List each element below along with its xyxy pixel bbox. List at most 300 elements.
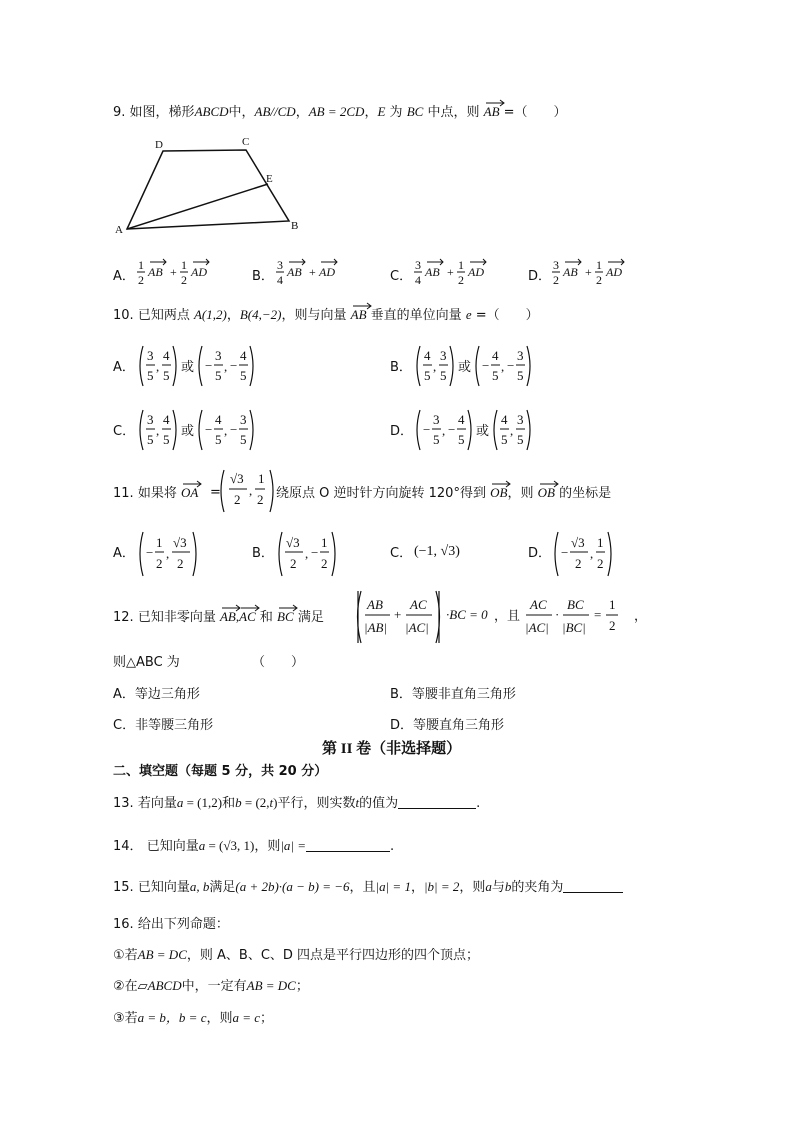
paren-right xyxy=(608,532,611,576)
q14-number: 14． xyxy=(113,839,143,854)
frac-num: 1 xyxy=(156,535,163,550)
q15-text: 的夹角为 xyxy=(511,880,564,895)
q16-item-end: ； xyxy=(260,1011,274,1026)
q11-vector-oa xyxy=(181,486,198,500)
q11-text: 绕原点 O 逆时针方向旋转 120°得到 xyxy=(276,486,486,501)
q11-x-num: √3 xyxy=(230,471,244,486)
q15-a2: a xyxy=(485,879,492,894)
option-letter: D． xyxy=(390,718,414,733)
comma: , xyxy=(224,359,228,374)
paren-left xyxy=(140,532,143,576)
frac-num: 4 xyxy=(163,348,170,363)
option-letter: D． xyxy=(390,424,414,439)
vector-label: AD xyxy=(606,265,622,279)
comma: , xyxy=(166,546,170,561)
q12-and: 和 xyxy=(259,610,273,625)
q12-vector-bc xyxy=(277,610,294,624)
coef-den: 2 xyxy=(553,273,559,287)
q16-item-mark: ②在 xyxy=(113,979,138,994)
q14-a-value: = (√3, 1) xyxy=(205,838,255,853)
vector-label: AD xyxy=(191,265,207,279)
frac-den: 2 xyxy=(575,556,582,571)
q13-vec-a: a xyxy=(176,795,184,810)
vector-arrow-icon xyxy=(538,479,562,489)
q13-t2: t xyxy=(355,795,360,810)
plus-sign: + xyxy=(170,265,177,279)
q12-number: 12. xyxy=(113,610,134,625)
minus-sign: − xyxy=(205,422,213,437)
coef-num: 1 xyxy=(181,258,187,272)
option-formula xyxy=(137,408,297,452)
vector-label: AB xyxy=(287,265,302,279)
q11-stem-tail xyxy=(276,486,611,500)
q11-vector-ob2 xyxy=(538,486,555,500)
comma: , xyxy=(156,423,160,438)
comma: , xyxy=(590,546,594,561)
frac-den: 5 xyxy=(440,368,447,383)
q14-end: . xyxy=(390,839,395,854)
paren-right xyxy=(468,410,471,450)
paren-right xyxy=(527,410,530,450)
q11-vecb-label: OB xyxy=(490,485,508,500)
q10-point-a: A(1,2) xyxy=(193,307,227,322)
minus-sign: − xyxy=(423,422,431,437)
q13-end: . xyxy=(476,796,481,811)
q12-half-num: 1 xyxy=(609,597,616,612)
minus-sign: − xyxy=(146,545,154,560)
q12-option-a[interactable] xyxy=(113,688,200,701)
q10-text: 垂直的单位向量 xyxy=(370,308,462,323)
option-text: 等腰非直角三角形 xyxy=(411,687,516,702)
segment-ae xyxy=(127,184,268,229)
q14-text: ，则 xyxy=(254,839,281,854)
q14-answer-blank[interactable] xyxy=(306,839,390,852)
frac-den: 2 xyxy=(321,556,328,571)
q9-ratio: AB = 2CD xyxy=(308,104,365,119)
q13-vec-b: b xyxy=(235,795,242,810)
q15-b2: b xyxy=(504,879,512,894)
q13-number: 13. xyxy=(113,796,134,811)
frac-den: 5 xyxy=(163,368,170,383)
q12-text: 满足 xyxy=(297,610,324,625)
option-formula xyxy=(552,258,662,288)
option-letter: C． xyxy=(113,424,136,439)
q13-text: 的值为 xyxy=(359,796,399,811)
minus-sign: − xyxy=(561,545,569,560)
q16-item-2 xyxy=(113,979,309,993)
frac-num: 3 xyxy=(433,412,440,427)
q12-option-b[interactable] xyxy=(390,688,516,701)
plus-sign: + xyxy=(309,265,316,279)
frac-num: 4 xyxy=(240,348,247,363)
paren-right xyxy=(332,532,335,576)
frac-den: 5 xyxy=(240,432,247,447)
q12-condition-1 xyxy=(354,590,516,644)
q11-number: 11. xyxy=(113,486,134,501)
q9-e: E xyxy=(377,104,386,119)
q10-vector-ab xyxy=(351,308,367,322)
paren-left xyxy=(555,532,558,576)
option-formula xyxy=(552,530,652,578)
q16-item-3 xyxy=(113,1011,273,1025)
q15-number: 15. xyxy=(113,880,134,895)
q11-text: ，则 xyxy=(507,486,534,501)
paren-left xyxy=(279,532,282,576)
option-letter: C． xyxy=(113,718,136,733)
q12-frac2-den: |AC| xyxy=(405,620,429,635)
coef-den: 2 xyxy=(138,273,144,287)
q11-vecb2-label: OB xyxy=(537,485,555,500)
q9-vector-ab xyxy=(484,105,500,119)
q12-frac3-den: |AC| xyxy=(525,620,549,635)
q11-text: 的坐标是 xyxy=(559,486,612,501)
coef-den: 2 xyxy=(458,273,464,287)
frac-num: √3 xyxy=(286,535,300,550)
frac-den: 5 xyxy=(215,368,222,383)
frac-den: 5 xyxy=(215,432,222,447)
frac-num: 4 xyxy=(501,412,508,427)
paren-right xyxy=(250,410,253,450)
frac-den: 2 xyxy=(290,556,297,571)
paren-left xyxy=(140,410,143,450)
vector-arrow-icon xyxy=(277,603,301,613)
option-formula xyxy=(137,344,297,388)
q9-ask-label: AB xyxy=(483,104,500,119)
frac-den: 5 xyxy=(492,368,499,383)
q9-parallel: AB//CD xyxy=(254,104,296,119)
vertex-label-c: C xyxy=(242,136,250,148)
q12-text: 已知非零向量 xyxy=(137,610,216,625)
q12-line2 xyxy=(113,656,180,669)
q13-b-value: = (2, xyxy=(241,795,270,810)
frac-den: 5 xyxy=(240,368,247,383)
q13-text: 平行，则实数 xyxy=(277,796,356,811)
q12-text-and: ，且 xyxy=(494,609,521,624)
coef-num: 1 xyxy=(596,258,602,272)
q16-item-expr: AB = DC xyxy=(137,947,187,962)
q12-frac2-num: AC xyxy=(410,597,427,612)
comma: , xyxy=(433,359,437,374)
q12-plus: + xyxy=(394,607,402,622)
option-letter: D． xyxy=(528,269,552,284)
option-letter: C． xyxy=(390,269,413,284)
q12-v1: AB xyxy=(219,609,236,624)
q16-item-1 xyxy=(113,948,479,962)
q16-item-quad: ▱ABCD xyxy=(137,978,182,993)
q13-b-close: ) xyxy=(273,795,278,810)
coef-den: 2 xyxy=(596,273,602,287)
vector-label: AB xyxy=(425,265,440,279)
q16-intro xyxy=(113,918,229,931)
q16-item-text: ，则 A、B、C、D 四点是平行四边形的四个顶点； xyxy=(186,948,480,963)
option-letter: B． xyxy=(252,269,274,284)
vertex-label-d: D xyxy=(155,139,163,151)
svg-text:·: · xyxy=(555,607,560,622)
q10-e-label: e xyxy=(465,307,472,322)
section-heading: 二、填空题（每题 5 分，共 20 分） xyxy=(113,764,328,779)
q16-item-expr2: a = c xyxy=(232,1010,261,1025)
frac-den: 5 xyxy=(147,368,154,383)
minus-sign: − xyxy=(205,358,213,373)
q15-abs-a: |a| = 1 xyxy=(375,879,411,894)
q14-text: 已知向量 xyxy=(146,839,199,854)
comma: , xyxy=(156,359,160,374)
option-formula xyxy=(414,258,524,288)
frac-num: √3 xyxy=(571,535,585,550)
q11-stem xyxy=(113,486,198,500)
option-letter: D． xyxy=(528,546,552,561)
q12-answer-paren: （ ） xyxy=(252,655,305,670)
q12-condition-2 xyxy=(524,590,632,644)
q12-vector-ac xyxy=(239,610,256,624)
q15-with: 与 xyxy=(491,880,505,895)
q10-text: ，则与向量 xyxy=(281,308,347,323)
q12-v3: BC xyxy=(277,609,294,624)
q16-item-end: ； xyxy=(295,979,309,994)
vector-label: AB xyxy=(563,265,578,279)
paren-right xyxy=(193,532,196,576)
q12-dot-bc: ·BC = 0 xyxy=(446,607,488,622)
frac-den: 5 xyxy=(147,432,154,447)
q13-a-value: = (1,2) xyxy=(183,795,223,810)
minus-sign: − xyxy=(230,358,238,373)
option-letter: A． xyxy=(113,360,135,375)
vector-arrow-icon xyxy=(181,479,205,489)
q13-answer-blank[interactable] xyxy=(398,796,476,809)
q11-x-den: 2 xyxy=(234,492,241,507)
q12-trailing-comma: ， xyxy=(634,609,648,624)
q12-stem: 12. 已知非零向量 AB, AC 和 BC 满足 xyxy=(113,610,324,624)
section-title: 第 II 卷（非选择题） xyxy=(322,741,462,757)
frac-den: 5 xyxy=(458,432,465,447)
option-letter: B． xyxy=(252,546,274,561)
frac-num: 4 xyxy=(458,412,465,427)
or-word: 或 xyxy=(458,360,472,375)
q16-intro-text: 给出下列命题： xyxy=(137,917,229,932)
option-formula xyxy=(137,530,237,578)
or-word: 或 xyxy=(476,424,490,439)
frac-den: 2 xyxy=(597,556,604,571)
option-text: 非等腰三角形 xyxy=(135,718,214,733)
paren-right xyxy=(173,410,176,450)
vertex-label-b: B xyxy=(291,220,299,232)
q15-text: ，且 xyxy=(349,880,376,895)
q12-frac1-num: AB xyxy=(367,597,383,612)
frac-den: 5 xyxy=(517,368,524,383)
option-letter: A． xyxy=(113,687,135,702)
q12-half-den: 2 xyxy=(609,618,616,633)
q15-sep: ， xyxy=(410,880,424,895)
option-formula xyxy=(414,408,574,452)
svg-text:,: , xyxy=(249,483,253,498)
paren-left xyxy=(417,410,420,450)
q15-expr: (a + 2b)·(a − b) = −6 xyxy=(235,879,350,894)
q11-vector-ob xyxy=(490,486,507,500)
frac-num: 4 xyxy=(424,348,431,363)
q9-number: 9. xyxy=(113,105,126,120)
q10-vector-e xyxy=(466,308,472,322)
q9-stem xyxy=(113,105,567,119)
q12-vector-ab xyxy=(220,610,236,624)
option-formula xyxy=(276,530,376,578)
paren-left xyxy=(199,410,202,450)
q13 xyxy=(113,796,480,810)
frac-den: 2 xyxy=(156,556,163,571)
coef-den: 4 xyxy=(415,273,421,287)
q15-ab: a, b xyxy=(189,879,210,894)
coef-num: 1 xyxy=(138,258,144,272)
q9-text: 如图，梯形 xyxy=(129,105,195,120)
q9-text: 中点，则 xyxy=(427,105,480,120)
paren-left xyxy=(199,346,202,386)
svg-text:=: = xyxy=(594,607,602,622)
option-formula xyxy=(137,258,247,288)
q16-number: 16. xyxy=(113,917,134,932)
q10-text: 已知两点 xyxy=(137,308,190,323)
or-word: 或 xyxy=(181,360,195,375)
q10-vec-label: AB xyxy=(350,307,367,322)
option-letter: A． xyxy=(113,269,135,284)
paren-right xyxy=(527,346,530,386)
option-text: 等腰直角三角形 xyxy=(413,718,505,733)
q12-option-c[interactable] xyxy=(113,719,213,732)
q12-option-d[interactable] xyxy=(390,719,504,732)
frac-num: 4 xyxy=(163,412,170,427)
minus-sign: − xyxy=(311,545,319,560)
q14-vec-a: a xyxy=(198,838,206,853)
q10-answer-paren: =（ ） xyxy=(475,308,539,323)
coef-num: 1 xyxy=(458,258,464,272)
q11-y-num: 1 xyxy=(258,471,265,486)
option-letter: A． xyxy=(113,546,135,561)
comma: , xyxy=(305,546,309,561)
coef-num: 3 xyxy=(277,258,283,272)
q15 xyxy=(113,880,623,894)
frac-num: 4 xyxy=(215,412,222,427)
q12-frac1-den: |AB| xyxy=(364,620,388,635)
q12-frac4-num: BC xyxy=(567,597,584,612)
frac-num: 3 xyxy=(440,348,447,363)
q11-eq: = xyxy=(210,485,221,500)
q14-abs: |a| = xyxy=(280,838,307,853)
or-word: 或 xyxy=(181,424,195,439)
frac-num: 3 xyxy=(517,348,524,363)
vector-label: AB xyxy=(148,265,163,279)
q9-sep: ， xyxy=(295,105,309,120)
minus-sign: − xyxy=(448,422,456,437)
frac-den: 5 xyxy=(517,432,524,447)
frac-num: √3 xyxy=(173,535,187,550)
coef-den: 2 xyxy=(181,273,187,287)
q12-frac3-num: AC xyxy=(530,597,547,612)
q15-text: 已知向量 xyxy=(137,880,190,895)
frac-num: 3 xyxy=(240,412,247,427)
q13-text: 若向量 xyxy=(137,796,177,811)
q16-item-mark: ③若 xyxy=(113,1011,138,1026)
q9-answer-paren: =（ ） xyxy=(503,105,567,120)
plus-sign: + xyxy=(585,265,592,279)
frac-num: 4 xyxy=(492,348,499,363)
q11-text: 如果将 xyxy=(137,486,177,501)
q10-sep: ， xyxy=(226,308,240,323)
comma: , xyxy=(501,359,505,374)
vertex-label-e: E xyxy=(266,173,273,185)
q11-given-coordinate xyxy=(218,468,278,514)
frac-den: 5 xyxy=(163,432,170,447)
vertex-label-a: A xyxy=(115,224,123,236)
paren-left xyxy=(476,346,479,386)
option-letter: B． xyxy=(390,360,412,375)
q9-trapezoid-figure xyxy=(112,136,312,236)
q10-stem xyxy=(113,308,539,322)
vector-arrow-icon xyxy=(239,603,263,613)
coef-den: 4 xyxy=(277,273,283,287)
paren-left xyxy=(494,410,497,450)
vector-arrow-icon xyxy=(490,479,514,489)
frac-num: 3 xyxy=(147,412,154,427)
coef-num: 3 xyxy=(553,258,559,272)
frac-den: 5 xyxy=(433,432,440,447)
q15-text: ，则 xyxy=(459,880,486,895)
option-letter: B． xyxy=(390,687,412,702)
q11-y-den: 2 xyxy=(257,492,264,507)
q16-item-expr: a = b，b = c xyxy=(137,1010,207,1025)
option-letter: C． xyxy=(390,546,413,561)
frac-num: 1 xyxy=(321,535,328,550)
q12-frac4-den: |BC| xyxy=(562,620,586,635)
vector-label: AD xyxy=(468,265,484,279)
frac-den: 5 xyxy=(424,368,431,383)
vector-arrow-icon xyxy=(351,301,375,311)
coef-num: 3 xyxy=(415,258,421,272)
q16-item-text: 中，一定有 xyxy=(181,979,247,994)
paren-left xyxy=(417,346,420,386)
frac-num: 3 xyxy=(517,412,524,427)
q12-v2: AC xyxy=(239,609,256,624)
frac-num: 1 xyxy=(597,535,604,550)
q15-answer-blank[interactable] xyxy=(563,880,623,893)
q9-bc: BC xyxy=(406,104,424,119)
option-formula xyxy=(276,258,386,288)
option-formula xyxy=(414,344,574,388)
paren-right xyxy=(173,346,176,386)
q14 xyxy=(113,839,394,853)
q16-item-text: ，则 xyxy=(206,1011,233,1026)
q9-text: 中， xyxy=(228,105,255,120)
q11-veca-label: OA xyxy=(180,485,199,500)
trapezoid-outline xyxy=(127,150,289,229)
q16-item-expr: AB = DC xyxy=(246,978,296,993)
q15-abs-b: |b| = 2 xyxy=(423,879,460,894)
frac-den: 5 xyxy=(501,432,508,447)
frac-den: 2 xyxy=(177,556,184,571)
vector-arrow-icon xyxy=(484,98,508,108)
q9-text: 为 xyxy=(389,105,403,120)
comma: , xyxy=(510,423,514,438)
q12-line2-text: 则△ABC 为 xyxy=(113,655,180,670)
paren-left xyxy=(140,346,143,386)
q9-quad: ABCD xyxy=(194,104,229,119)
option-text: 等边三角形 xyxy=(134,687,200,702)
minus-sign: − xyxy=(482,358,490,373)
q15-text: 满足 xyxy=(209,880,236,895)
option-formula: (−1, √3) xyxy=(414,544,460,559)
frac-num: 3 xyxy=(215,348,222,363)
q13-and: 和 xyxy=(222,796,236,811)
plus-sign: + xyxy=(447,265,454,279)
q10-point-b: B(4,−2) xyxy=(239,307,282,322)
paren-right xyxy=(250,346,253,386)
